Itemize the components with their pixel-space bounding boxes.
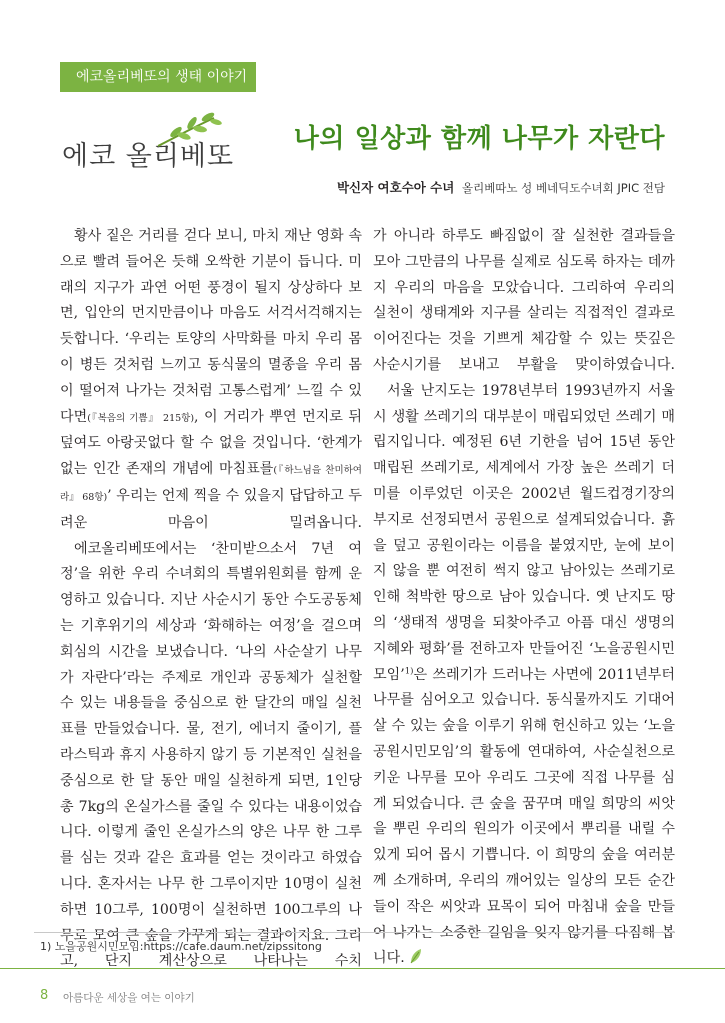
paragraph: 에코올리베또에서는 ‘찬미받으소서 7년 여정’을 위한 우리 수녀회의 특별위원회를 함께 운영하고 있습니다. 지난 사순시기 동안 수도공동체는 기후위기의 세상과 ‘화해하는 여정’을 걸으며 회심의 시간을 보냈습니다. ‘나의 사순살기 나무가 자란다’라는 주제로 개인과 공동체가 실천할 수 있는 내용들을 중심으로 한 달간의 매일 실천표를 만들었습니다. 물, 전기, 에너지 줄이기, 플라스틱과 휴지 사용하지 않기 등 기본적인 실천을 중심으로 한 달 동안 매일 실천하게 되면, 1인당 총 7kg의 온실가스를 줄일 수 있다는 내용이었습니다. 이렇게 줄인 온실가스의 양은 나무 한 그루를 심는 것과 같은 효과를 얻는 것이라고 하였습니다. 혼자서는 나무 한 그루이지만 10명이 실천하면 10그루, 100명이 실천하면 100그루의 나무로 모여 큰 숲을 가꾸게 되는 결과이지요. 그리고, 단지 계산상으로 나타나는 수치	[60, 540, 362, 970]
eco-olivetto-logo	[62, 112, 235, 172]
section-label: 에코올리베또의 생태 이야기	[60, 62, 256, 92]
footnote: 1) 노을공원시민모임:https://cafe.daum.net/zipssitong	[40, 940, 322, 953]
paragraph: 황사 짙은 거리를 걷다 보니, 마치 재난 영화 속으로 빨려 들어온 듯해 오싹한 기분이 듭니다. 미래의 지구가 과연 어떤 풍경이 될지 상상하다 보면, 입안의 먼지만큼이나 마음도 서걱서걱해지는 듯합니다. ‘우리는 토양의 사막화를 마치 우리 몸이 병든 것처럼 느끼고 동식물의 멸종을 우리 몸이 떨어져 나가는 것처럼 고통스럽게’ 느낄 수 있다면(『복음의 기쁨』 215항), 이 거리가 뿌연 먼지로 뒤덮여도 아랑곳없다 할 수 없을 것입니다. ‘한계가 없는 인간 존재의 개념에 마침표를(『하느님을 찬미하여라』 68항)’ 우리는 언제 찍을 수 있을지 답답하고 두려운 마음이 밀려옵니다.	[60, 228, 363, 531]
citation: (『하느님을 찬미하여라』 68항)	[60, 465, 362, 503]
byline	[337, 178, 665, 196]
paragraph: 서울 난지도는 1978년부터 1993년까지 서울시 생활 쓰레기의 대부분이 매립되었던 쓰레기 매립지입니다. 예정된 6년 기한을 넘어 15년 동안 매립된 쓰레기로, 세계에서 가장 높은 쓰레기 더미를 이루었던 이곳은 2002년 월드컵경기장의 부지로 선정되면서 공원으로 설계되었습니다. 흙을 덮고 공원이라는 이름을 붙였지만, 눈에 보이지 않을 뿐 여전히 썩지 않고 남아있는 쓰레기로 인해 척박한 땅으로 남아 있습니다. 옛 난지도 땅의 ‘생태적 생명을 되찾아주고 아픔 대신 생명의 지혜와 평화’를 전하고자 만들어진 ‘노을공원시민모임’$^{1)}$은 쓰레기가 드러나는 사면에 2011년부터 나무를 심어오고 있습니다. 동식물까지도 기대어 살 수 있는 숲을 이루기 위해 헌신하고 있는 ‘노을공원시민모임’의 활동에 연대하여, 사순실천으로 키운 나무를 모아 우리도 그곳에 직접 나무를 심게 되었습니다. 큰 숲을 꿈꾸며 매일 희망의 씨앗을 뿌린 우리의 원의가 이곳에서 뿌리를 내릴 수 있게 되어 몹시 기쁩니다. 이 희망의 숲을 여러분께 소개하며, 우리의 깨어있는 일상의 모든 순간들이 작은 씨앗과 묘목이 되어 마침내 숲을 만들어 나가는 소중한 길임을 잊지 않기를 다짐해 봅니다.	[373, 382, 675, 967]
footnote-ref[interactable]: 1)	[404, 665, 414, 676]
magazine-name: 아름다운 세상을 여는 이야기	[63, 992, 195, 1004]
author-affiliation: 올리베따노 성 베네딕도수녀회 JPIC 전담	[461, 181, 665, 195]
footnote-divider	[34, 932, 674, 933]
article-title: 나의 일상과 함께 나무가 자란다	[293, 124, 665, 154]
article-column-left	[60, 224, 362, 975]
leaf-icon	[409, 948, 423, 964]
logo-text: 에코 올리베또	[62, 141, 235, 172]
paragraph: 가 아니라 하루도 빠짐없이 잘 실천한 결과들을 모아 그만큼의 나무를 실제로 심도록 하자는 데까지 우리의 마음을 모았습니다. 그리하여 우리의 실천이 생태계와 지구를 살리는 직접적인 결과로 이어진다는 것을 기쁘게 체감할 수 있는 뜻깊은 사순시기를 보내고 부활을 맞이하였습니다.	[373, 228, 675, 373]
olive-branch-icon	[154, 112, 224, 148]
citation: (『복음의 기쁨』 215항)	[87, 412, 195, 424]
article-column-right	[373, 224, 675, 972]
footer-divider	[0, 968, 725, 969]
author-name: 박신자 여호수아 수녀	[336, 180, 455, 195]
page-number: 8	[40, 988, 49, 1003]
